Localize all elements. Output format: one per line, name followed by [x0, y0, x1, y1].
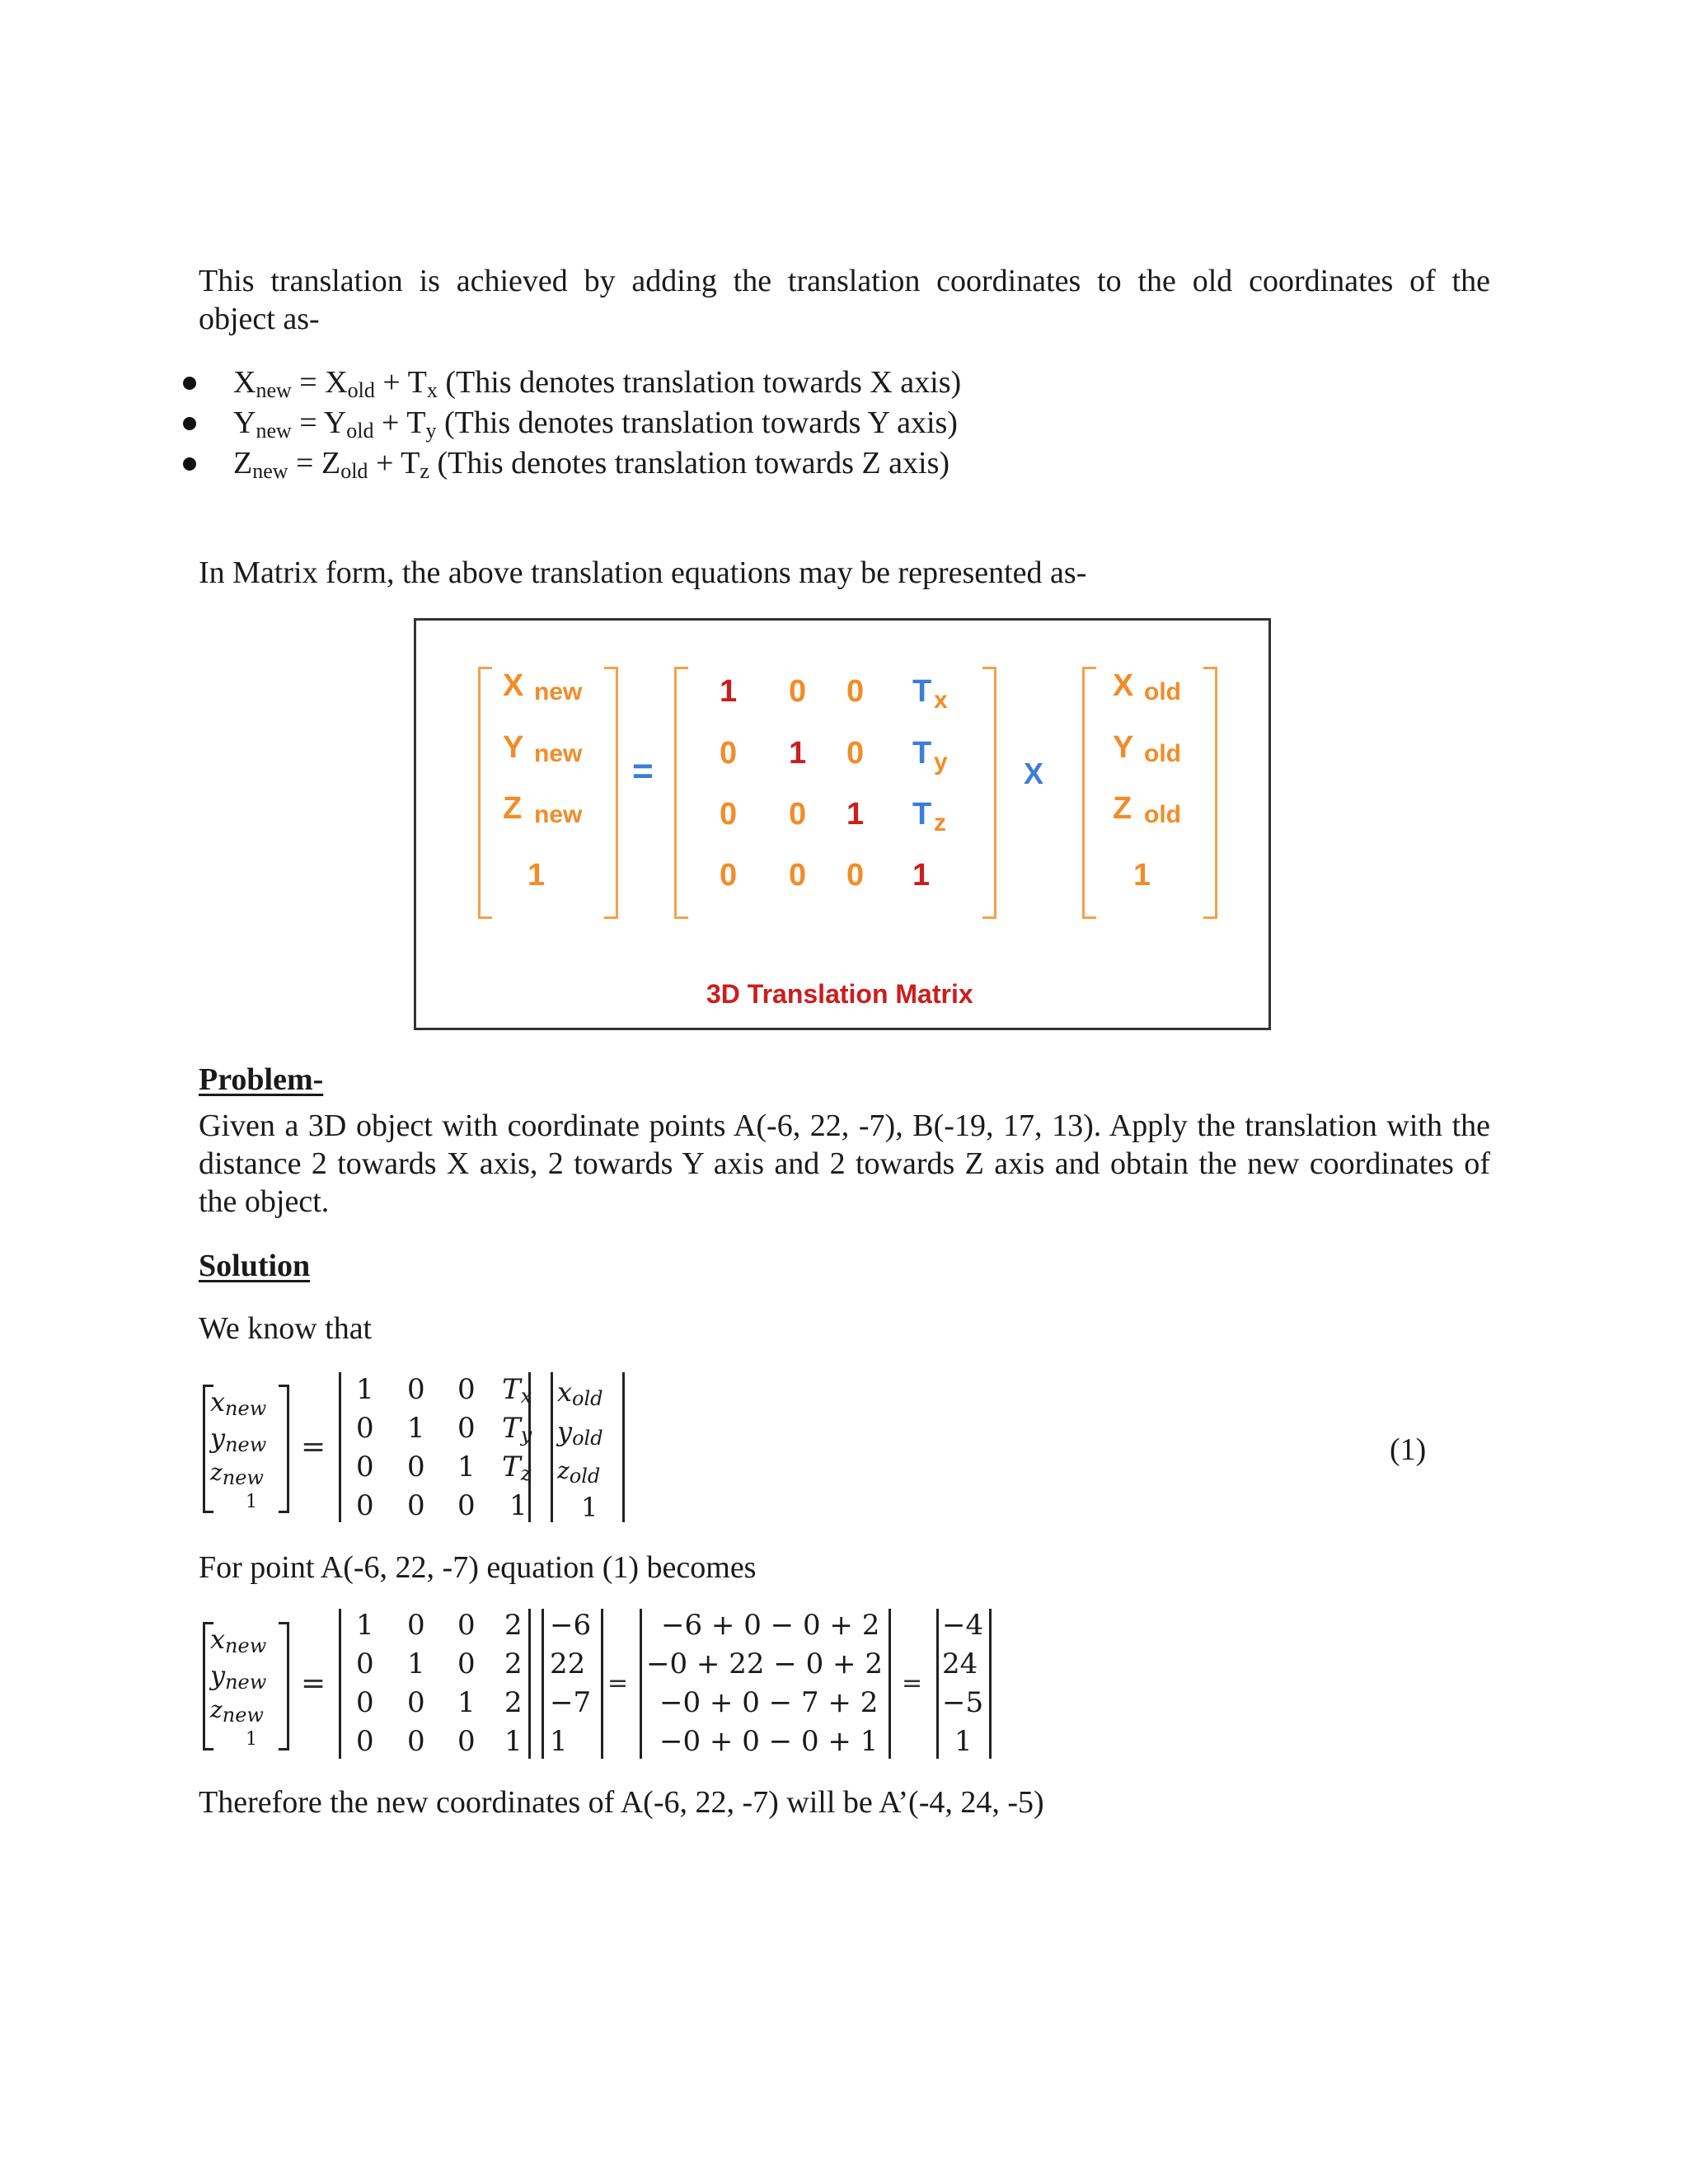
pointa-matrix-cell: 0: [356, 1686, 374, 1719]
general-vector-left-bar: [551, 1372, 553, 1522]
pointa-result-cell: −4: [942, 1609, 984, 1642]
general-matrix-left-bar: [339, 1372, 341, 1522]
pointa-matrix-cell: 0: [356, 1647, 374, 1680]
bullet-lhs: Z: [233, 446, 253, 480]
pointa-matrix-cell: 1: [407, 1647, 425, 1680]
figure-caption: 3D Translation Matrix: [706, 979, 973, 1009]
bullet-lhs: X: [233, 365, 256, 400]
figure-rhs-sub: old: [1144, 801, 1181, 828]
bullet-mid: = X: [291, 365, 348, 400]
general-lhs-entry: 1: [246, 1492, 257, 1512]
general-matrix-cell: 0: [407, 1489, 425, 1522]
matrix-intro: In Matrix form, the above translation equations may be represented as-: [199, 555, 1087, 590]
figure-matrix-cell: 0: [720, 858, 738, 893]
problem-heading: Problem-: [199, 1062, 324, 1097]
pointa-result-cell: −5: [942, 1686, 984, 1719]
general-matrix-cell: 1: [356, 1373, 374, 1406]
figure-matrix-cell-sub: z: [934, 809, 946, 837]
pointa-matrix-cell: 0: [407, 1725, 425, 1758]
figure-matrix-cell-sub: x: [934, 687, 948, 714]
bullet-mid-sub: old: [347, 378, 375, 402]
general-matrix-cell: 1: [407, 1412, 425, 1445]
figure-rhs-sub: old: [1144, 740, 1181, 767]
conclusion-text: Therefore the new coordinates of A(-6, 22, -7) will be A’(-4, 24, -5): [199, 1785, 1044, 1820]
general-matrix-cell: Tz: [502, 1451, 532, 1485]
pointa-equals-sign-2: =: [607, 1669, 629, 1698]
general-lhs-entry: znew: [210, 1459, 264, 1489]
general-vector-right-bar: [622, 1372, 625, 1522]
bullet-lhs-sub: new: [252, 459, 288, 483]
bullet-lhs: Y: [233, 405, 256, 440]
general-lhs-right-bracket: [279, 1385, 289, 1513]
pointa-vector-cell: −6: [550, 1609, 592, 1642]
pointa-vector-cell: −7: [550, 1686, 592, 1719]
intro-text-line2: object as-: [199, 302, 320, 336]
figure-rhs-left-bracket: [1082, 667, 1096, 919]
bullet-dot-icon: [183, 417, 196, 430]
bullet-t-sub: y: [425, 419, 437, 443]
pointa-vector-right-bar: [601, 1609, 603, 1759]
general-matrix-cell: 1: [509, 1489, 528, 1522]
translation-matrix-figure: [414, 618, 1271, 1030]
general-matrix-cell: 0: [356, 1489, 374, 1522]
pointa-vector-cell: 1: [550, 1725, 568, 1758]
general-matrix-cell: 0: [407, 1451, 425, 1483]
pointa-vector-left-bar: [542, 1609, 544, 1759]
pointa-matrix-cell: 0: [407, 1686, 425, 1719]
general-matrix-cell: 0: [457, 1412, 476, 1445]
figure-matrix-cell: 1: [846, 797, 865, 832]
pointa-matrix-cell: 0: [457, 1609, 476, 1642]
solution-heading: Solution: [199, 1249, 311, 1283]
problem-text: Given a 3D object with coordinate points A(-6, 22, -7), B(-19, 17, 13). Apply the translation with the distance 2 towards X axis, 2 towards Y axis and 2 towards Z axis and obtain the new coordinates of the object.: [199, 1108, 1490, 1219]
figure-rhs-var: X: [1113, 668, 1134, 703]
general-lhs-entry: ynew: [210, 1422, 267, 1456]
pointa-lhs-right-bracket: [279, 1622, 289, 1750]
pointa-matrix-cell: 1: [457, 1686, 476, 1719]
figure-matrix-cell: 1: [720, 674, 738, 709]
figure-rhs-sub: old: [1144, 678, 1181, 705]
point-a-line: For point A(-6, 22, -7) equation (1) becomes: [199, 1550, 757, 1585]
figure-matrix-cell: 1: [912, 858, 931, 893]
figure-equals-sign: =: [632, 751, 654, 791]
pointa-lhs-entry: ynew: [210, 1660, 267, 1694]
figure-lhs-sub: new: [534, 801, 583, 828]
figure-matrix-cell: 0: [846, 736, 865, 771]
figure-rhs-right-bracket: [1203, 667, 1217, 919]
bullet-t-sub: z: [420, 459, 429, 483]
general-matrix-cell: 0: [356, 1451, 374, 1483]
pointa-matrix-left-bar: [339, 1609, 341, 1759]
pointa-result-cell: 24: [942, 1647, 978, 1680]
figure-lhs-right-bracket: [604, 667, 618, 919]
bullet-lhs-sub: new: [256, 378, 292, 402]
general-matrix-cell: Tx: [502, 1373, 532, 1408]
figure-matrix-cell: T: [912, 674, 932, 709]
pointa-matrix-cell: 2: [504, 1686, 523, 1719]
pointa-expanded-cell: −0 + 22 − 0 + 2: [646, 1647, 883, 1680]
figure-rhs-var: Y: [1113, 730, 1134, 765]
figure-matrix-cell: 1: [789, 736, 807, 771]
pointa-lhs-entry: znew: [210, 1696, 264, 1727]
figure-matrix-left-bracket: [674, 667, 688, 919]
figure-matrix-cell: 0: [789, 858, 807, 893]
general-vector-entry: yold: [557, 1416, 603, 1450]
pointa-equals-sign-1: =: [301, 1666, 326, 1700]
general-matrix-cell: 1: [457, 1451, 476, 1483]
general-vector-entry: zold: [557, 1457, 601, 1488]
general-lhs-entry: xnew: [210, 1386, 267, 1420]
bullet-t-sub: x: [426, 378, 438, 402]
bullet-dot-icon: [183, 457, 196, 471]
pointa-matrix-cell: 0: [457, 1647, 476, 1680]
pointa-matrix-right-bar: [528, 1609, 531, 1759]
bullet-mid: = Z: [288, 446, 341, 480]
general-matrix-cell: 0: [356, 1412, 374, 1445]
pointa-expanded-right-bar: [889, 1609, 891, 1759]
pointa-result-right-bar: [989, 1609, 992, 1759]
general-matrix-cell: 0: [457, 1373, 476, 1406]
bullet-note: (This denotes translation towards X axis): [437, 365, 962, 400]
figure-matrix-cell: 0: [720, 736, 738, 771]
figure-matrix-cell: 0: [846, 674, 865, 709]
figure-matrix-cell: 0: [789, 674, 807, 709]
bullet-dot-icon: [183, 377, 196, 390]
pointa-matrix-cell: 0: [407, 1609, 425, 1642]
pointa-matrix-cell: 0: [457, 1725, 476, 1758]
pointa-vector-cell: 22: [550, 1647, 586, 1680]
general-matrix-cell: 0: [407, 1373, 425, 1406]
figure-lhs-var: X: [503, 668, 524, 703]
pointa-matrix-cell: 2: [504, 1609, 523, 1642]
figure-lhs-one: 1: [528, 858, 546, 893]
bullet-plus: + T: [373, 405, 426, 440]
intro-paragraph-line1: [199, 262, 1490, 300]
figure-lhs-left-bracket: [478, 667, 492, 919]
general-equals-sign: =: [301, 1430, 326, 1464]
general-matrix-cell: Ty: [502, 1412, 532, 1446]
bullet-mid-sub: old: [346, 419, 374, 443]
figure-rhs-one: 1: [1133, 858, 1151, 893]
general-matrix-cell: 0: [457, 1489, 476, 1522]
pointa-result-cell: 1: [954, 1725, 973, 1758]
figure-matrix-right-bracket: [982, 667, 996, 919]
pointa-matrix-cell: 2: [504, 1647, 523, 1680]
figure-matrix-cell: 0: [846, 858, 865, 893]
figure-matrix-cell: T: [912, 736, 932, 771]
figure-matrix-cell: T: [912, 797, 932, 832]
intro-paragraph-line2: [199, 300, 1490, 338]
figure-lhs-sub: new: [534, 740, 583, 767]
intro-text-line1: This translation is achieved by adding the translation coordinates to the old coordinates of the: [199, 264, 1490, 298]
pointa-matrix-cell: 0: [356, 1725, 374, 1758]
figure-matrix-cell: 0: [789, 797, 807, 832]
bullet-note: (This denotes translation towards Z axis): [429, 446, 950, 480]
pointa-expanded-left-bar: [640, 1609, 642, 1759]
pointa-lhs-entry: xnew: [210, 1624, 267, 1657]
pointa-matrix-cell: 1: [504, 1725, 523, 1758]
pointa-expanded-cell: −6 + 0 − 0 + 2: [661, 1609, 880, 1642]
figure-matrix-cell-sub: y: [934, 748, 948, 776]
figure-lhs-var: Y: [503, 730, 524, 765]
figure-matrix-cell: 0: [720, 797, 738, 832]
figure-lhs-sub: new: [534, 678, 583, 705]
pointa-lhs-entry: 1: [246, 1729, 257, 1750]
pointa-expanded-cell: −0 + 0 − 7 + 2: [659, 1686, 879, 1719]
we-know-text: We know that: [199, 1311, 373, 1346]
figure-rhs-var: Z: [1113, 791, 1132, 826]
bullet-mid: = Y: [291, 405, 347, 440]
bullet-plus: + T: [374, 365, 427, 400]
figure-times-sign: X: [1024, 757, 1044, 790]
general-vector-entry: xold: [557, 1376, 603, 1410]
pointa-equals-sign-3: =: [902, 1669, 923, 1698]
bullet-mid-sub: old: [340, 459, 368, 483]
bullet-plus: + T: [368, 446, 420, 480]
bullet-lhs-sub: new: [256, 419, 292, 443]
equation-number: (1): [1390, 1432, 1427, 1467]
general-vector-entry: 1: [581, 1492, 598, 1523]
pointa-result-left-bar: [936, 1609, 939, 1759]
pointa-matrix-cell: 1: [356, 1609, 374, 1642]
bullet-item: [233, 443, 950, 491]
pointa-expanded-cell: −0 + 0 − 0 + 1: [659, 1725, 879, 1758]
figure-lhs-var: Z: [503, 791, 523, 826]
bullet-note: (This denotes translation towards Y axis): [436, 405, 958, 440]
